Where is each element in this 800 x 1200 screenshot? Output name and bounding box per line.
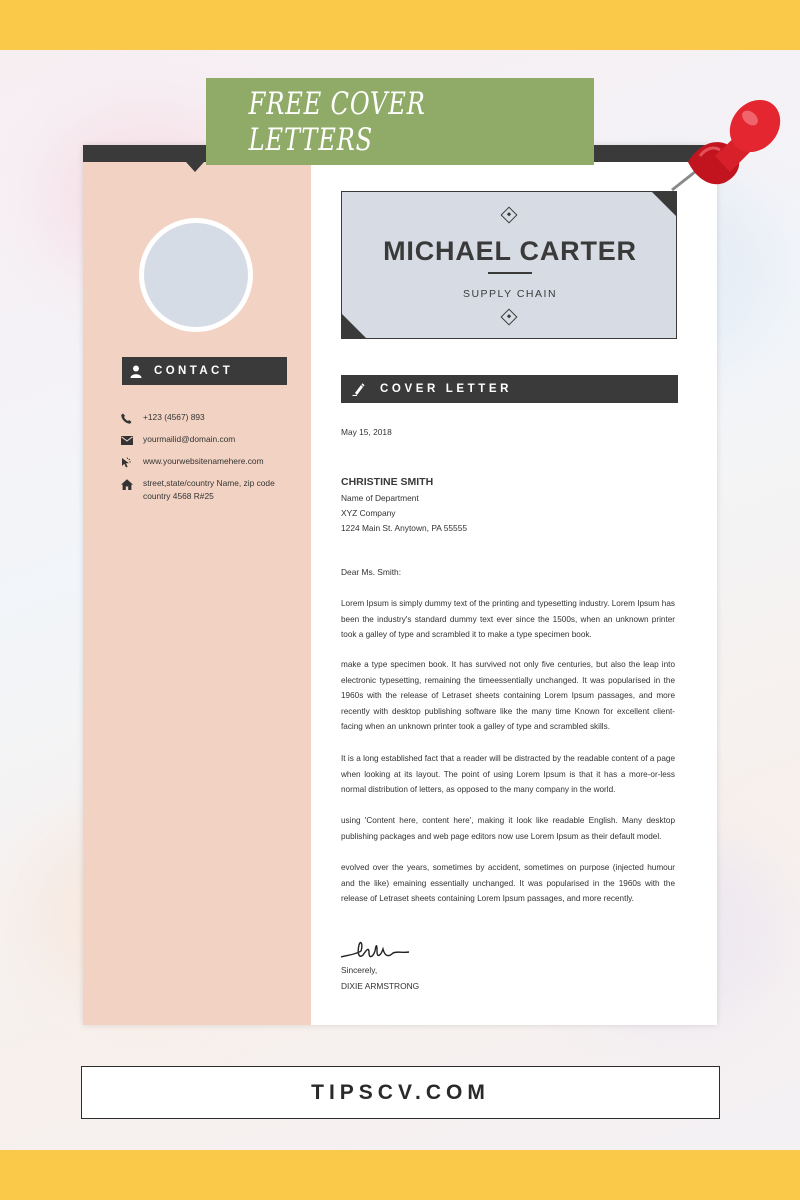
banner-title: FREE COVER LETTERS bbox=[248, 85, 426, 158]
salutation: Dear Ms. Smith: bbox=[341, 567, 402, 577]
contact-email bbox=[121, 434, 235, 446]
letter-paragraph-5: evolved over the years, sometimes by accident, sometimes on purpose (injected humour and the like) emaining essentially unchanged. It was popularised in the 1960s with the release of Letraset sheets containing Lorem Ipsum passages, and more recently. bbox=[341, 863, 675, 904]
address-line-2: country 4568 R#25 bbox=[143, 491, 214, 501]
email-icon bbox=[121, 434, 143, 446]
corner-triangle-bottom-left bbox=[342, 314, 366, 338]
resume-page bbox=[83, 145, 717, 1025]
letter-date: May 15, 2018 bbox=[341, 427, 392, 437]
contact-phone-text: +123 (4567) 893 bbox=[143, 412, 205, 422]
letter-paragraph-1: Lorem Ipsum is simply dummy text of the printing and typesetting industry. Lorem Ipsum has been the industry's standard dummy text ever since the 1500s, when an unknown printer took a galley of type and scrambled it to make a type specimen book. bbox=[341, 599, 675, 640]
contact-heading-label: CONTACT bbox=[154, 365, 234, 377]
bottom-yellow-band bbox=[0, 1150, 800, 1200]
applicant-name: MICHAEL CARTER bbox=[383, 236, 637, 266]
recipient-name: CHRISTINE SMITH bbox=[341, 476, 434, 488]
top-yellow-band bbox=[0, 0, 800, 50]
phone-icon bbox=[121, 412, 143, 424]
user-icon bbox=[122, 365, 150, 378]
letter-paragraph-2: make a type specimen book. It has survived not only five centuries, but also the leap into electronic typesetting, remaining the timeessentially unchanged. It was popularised in the 1960s with the release of Letraset sheets containing Lorem Ipsum passages, and more recently with desktop publishing software like the many time Known for excellent client-facing when an unknown printer took a galley of type and scrambled skills. bbox=[341, 660, 675, 732]
footer-site-box bbox=[81, 1066, 720, 1119]
recipient-department: Name of Department bbox=[341, 493, 419, 503]
contact-address bbox=[121, 478, 275, 503]
name-box bbox=[341, 191, 677, 339]
cover-letter-heading bbox=[341, 375, 678, 403]
recipient-company: XYZ Company bbox=[341, 508, 396, 518]
avatar bbox=[139, 218, 253, 332]
cover-letter-heading-label: COVER LETTER bbox=[380, 383, 513, 395]
closing: Sincerely, bbox=[341, 965, 378, 975]
pen-icon bbox=[344, 382, 374, 396]
contact-email-text: yourmailid@domain.com bbox=[143, 434, 236, 444]
home-icon bbox=[121, 478, 143, 490]
address-line-1: street,state/country Name, zip code bbox=[143, 478, 275, 488]
contact-website-text: www.yourwebsitenamehere.com bbox=[143, 456, 264, 466]
cursor-icon bbox=[121, 456, 143, 468]
diamond-icon bbox=[501, 207, 518, 224]
signer-name: DIXIE ARMSTRONG bbox=[341, 981, 420, 991]
contact-heading bbox=[122, 357, 287, 385]
diamond-icon bbox=[501, 309, 518, 326]
applicant-role: SUPPLY CHAIN bbox=[462, 288, 558, 300]
pushpin-icon bbox=[660, 90, 790, 210]
contact-phone bbox=[121, 412, 205, 424]
signature bbox=[339, 935, 419, 965]
name-underline bbox=[488, 272, 532, 274]
recipient-address: 1224 Main St. Anytown, PA 55555 bbox=[341, 523, 468, 533]
footer-site: TIPSCV.COM bbox=[311, 1080, 490, 1104]
letter-paragraph-4: using 'Content here, content here', making it look like readable English. Many desktop publishing packages and web page editors now use Lorem Ipsum as their default model. bbox=[341, 816, 675, 841]
contact-address-text bbox=[143, 477, 275, 503]
top-bar-notch bbox=[186, 162, 204, 172]
title-banner bbox=[206, 78, 594, 165]
letter-paragraph-3: It is a long established fact that a reader will be distracted by the readable content of a page when looking at its layout. The point of using Lorem Ipsum is that it has a more-or-less normal distribution of letters, as opposed to the many company in the world. bbox=[341, 754, 675, 795]
contact-website bbox=[121, 456, 264, 468]
